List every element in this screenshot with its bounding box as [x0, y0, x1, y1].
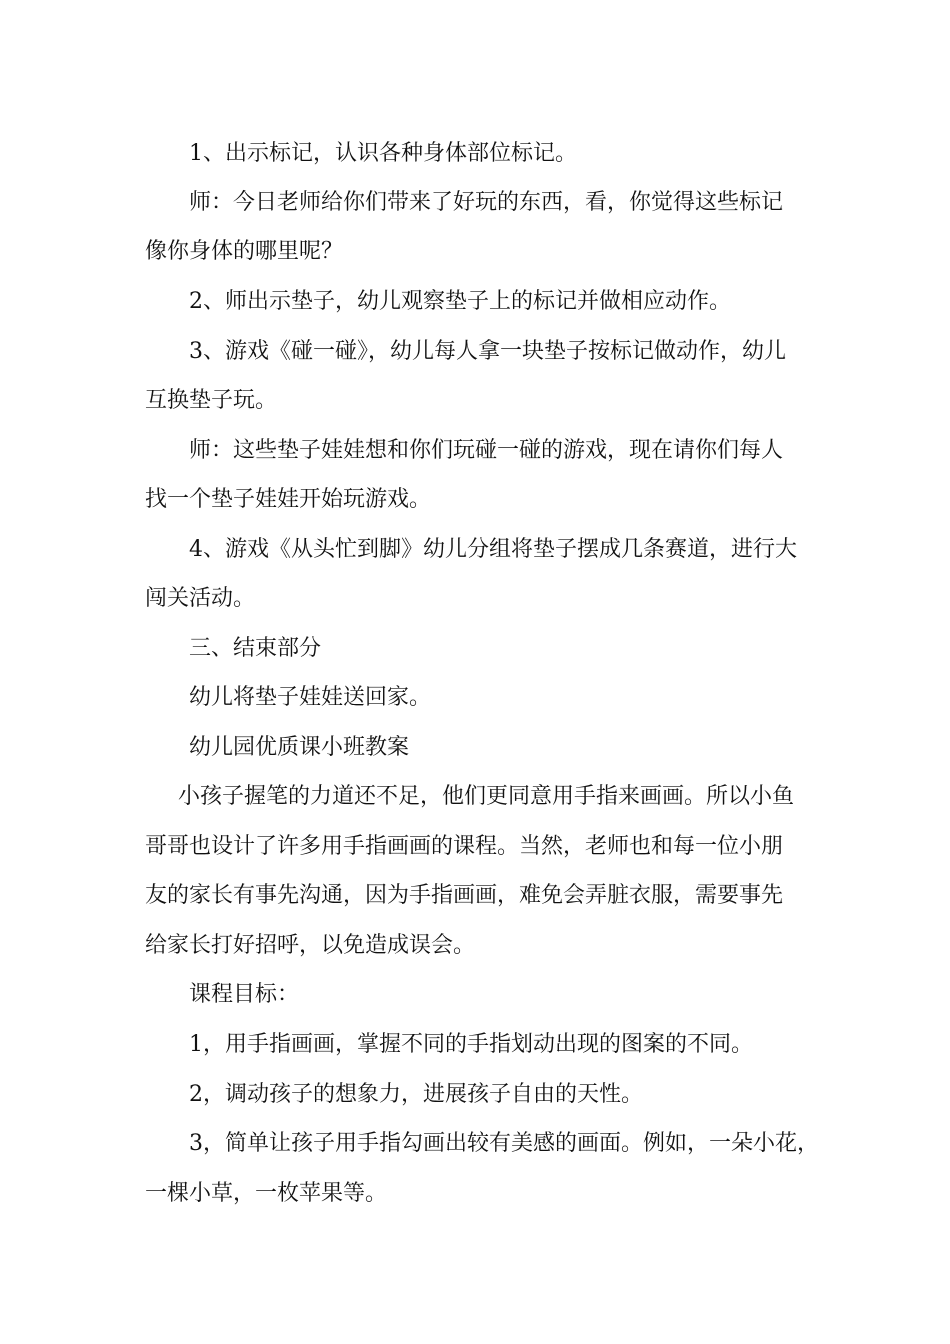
text-line: 闯关活动。	[145, 586, 256, 611]
text-line: 1、出示标记，认识各种身体部位标记。	[189, 141, 577, 166]
text-line: 师：这些垫子娃娃想和你们玩碰一碰的游戏，现在请你们每人	[189, 438, 784, 463]
text-line: 2、师出示垫子，幼儿观察垫子上的标记并做相应动作。	[189, 289, 731, 314]
text-line: 2，调动孩子的想象力，进展孩子自由的天性。	[189, 1082, 643, 1107]
text-line: 像你身体的哪里呢？	[145, 239, 344, 264]
text-line: 3，简单让孩子用手指勾画出较有美感的画面。例如，一朵小花，	[189, 1131, 819, 1156]
text-line: 找一个垫子娃娃开始玩游戏。	[145, 487, 432, 512]
text-line: 哥哥也设计了许多用手指画画的课程。当然，老师也和每一位小朋	[145, 834, 784, 859]
section-heading: 三、结束部分	[189, 636, 322, 661]
text-line: 幼儿将垫子娃娃送回家。	[189, 685, 432, 710]
text-line: 互换垫子玩。	[145, 388, 278, 413]
text-line: 给家长打好招呼，以免造成误会。	[145, 933, 476, 958]
section-heading: 课程目标：	[189, 982, 300, 1007]
document-subtitle: 幼儿园优质课小班教案	[189, 735, 410, 760]
text-line: 小孩子握笔的力道还不足，他们更同意用手指来画画。所以小鱼	[178, 784, 795, 809]
text-line: 一棵小草，一枚苹果等。	[145, 1181, 388, 1206]
text-line: 3、游戏《碰一碰》，幼儿每人拿一块垫子按标记做动作，幼儿	[189, 339, 786, 364]
text-line: 4、游戏《从头忙到脚》幼儿分组将垫子摆成几条赛道，进行大	[189, 537, 797, 562]
text-line: 师：今日老师给你们带来了好玩的东西，看，你觉得这些标记	[189, 190, 784, 215]
text-line: 友的家长有事先沟通，因为手指画画，难免会弄脏衣服，需要事先	[145, 883, 784, 908]
text-line: 1，用手指画画，掌握不同的手指划动出现的图案的不同。	[189, 1032, 753, 1057]
